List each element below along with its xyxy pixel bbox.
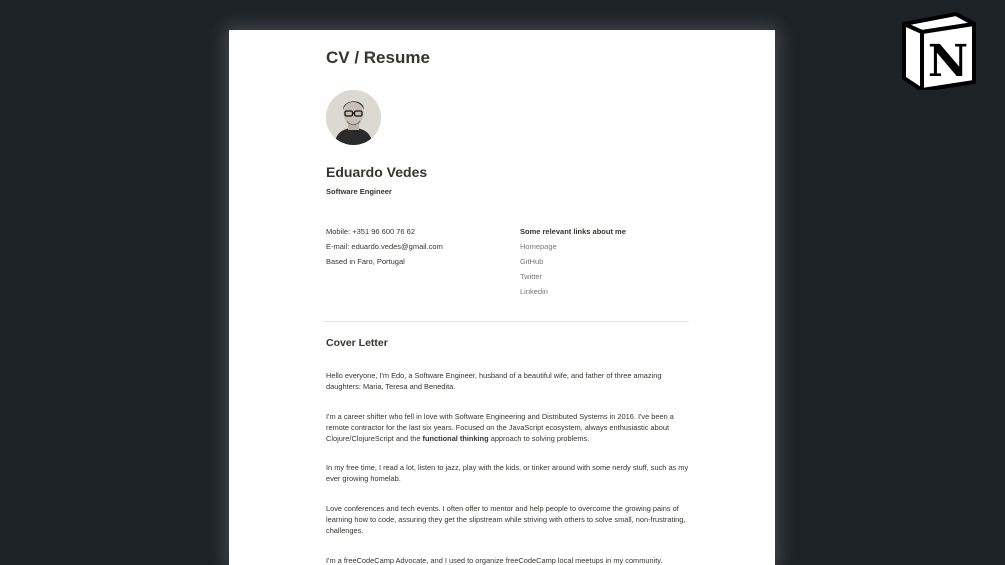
svg-text:N: N [927, 36, 969, 87]
cover-paragraph-4: Love conferences and tech events. I often offer to mentor and help people to overcome the growing pains of learning how to code, assuring they get the slipstream while striving with others to solve small, non-frustrating, challenges. [326, 504, 686, 535]
notion-logo-icon [900, 10, 978, 90]
contact-email: E-mail: eduardo.vedes@gmail.com [326, 242, 443, 251]
cover-paragraph-2-text: I'm a career shifter who fell in love with Software Engineering and Distributed Systems in 2016. I've been a remote contractor for the last six years. Focused on the JavaScript ecosystem, always enthusiastic about Clojure/ClojureScript and the [326, 412, 674, 443]
notion-page [229, 30, 775, 565]
person-role: Software Engineer [326, 187, 392, 196]
page-title: CV / Resume [326, 48, 430, 67]
links-section [520, 224, 690, 299]
link-homepage[interactable]: Homepage [520, 242, 557, 251]
contact-info [326, 224, 506, 269]
link-twitter[interactable]: Twitter [520, 272, 543, 281]
cover-paragraph-2-bold: functional thinking [422, 434, 489, 443]
contact-mobile: Mobile: +351 96 600 76 62 [326, 227, 416, 236]
link-github[interactable]: GitHub [520, 257, 544, 266]
cover-paragraph-5: I'm a freeCodeCamp Advocate, and I used to organize freeCodeCamp local meetups in my community. [326, 556, 663, 565]
cover-paragraph-2-end: approach to solving problems. [488, 434, 590, 443]
profile-photo-portrait [326, 90, 381, 145]
link-linkedin[interactable]: Linkedin [520, 287, 548, 296]
cover-paragraph-3: In my free time, I read a lot, listen to jazz, play with the kids, or tinker around with some nerdy stuff, such as my ever growing homelab. [326, 463, 689, 483]
profile-photo [326, 90, 381, 145]
cover-letter-heading: Cover Letter [326, 337, 388, 349]
section-divider [323, 321, 689, 322]
contact-location: Based in Faro, Portugal [326, 257, 405, 266]
cover-paragraph-1: Hello everyone, I'm Edo, a Software Engineer, husband of a beautiful wife, and father of three amazing daughters: Maria, Teresa and Benedita. [326, 371, 662, 391]
cover-paragraph-2 [326, 411, 690, 444]
person-name: Eduardo Vedes [326, 164, 428, 180]
links-title: Some relevant links about me [520, 227, 626, 236]
